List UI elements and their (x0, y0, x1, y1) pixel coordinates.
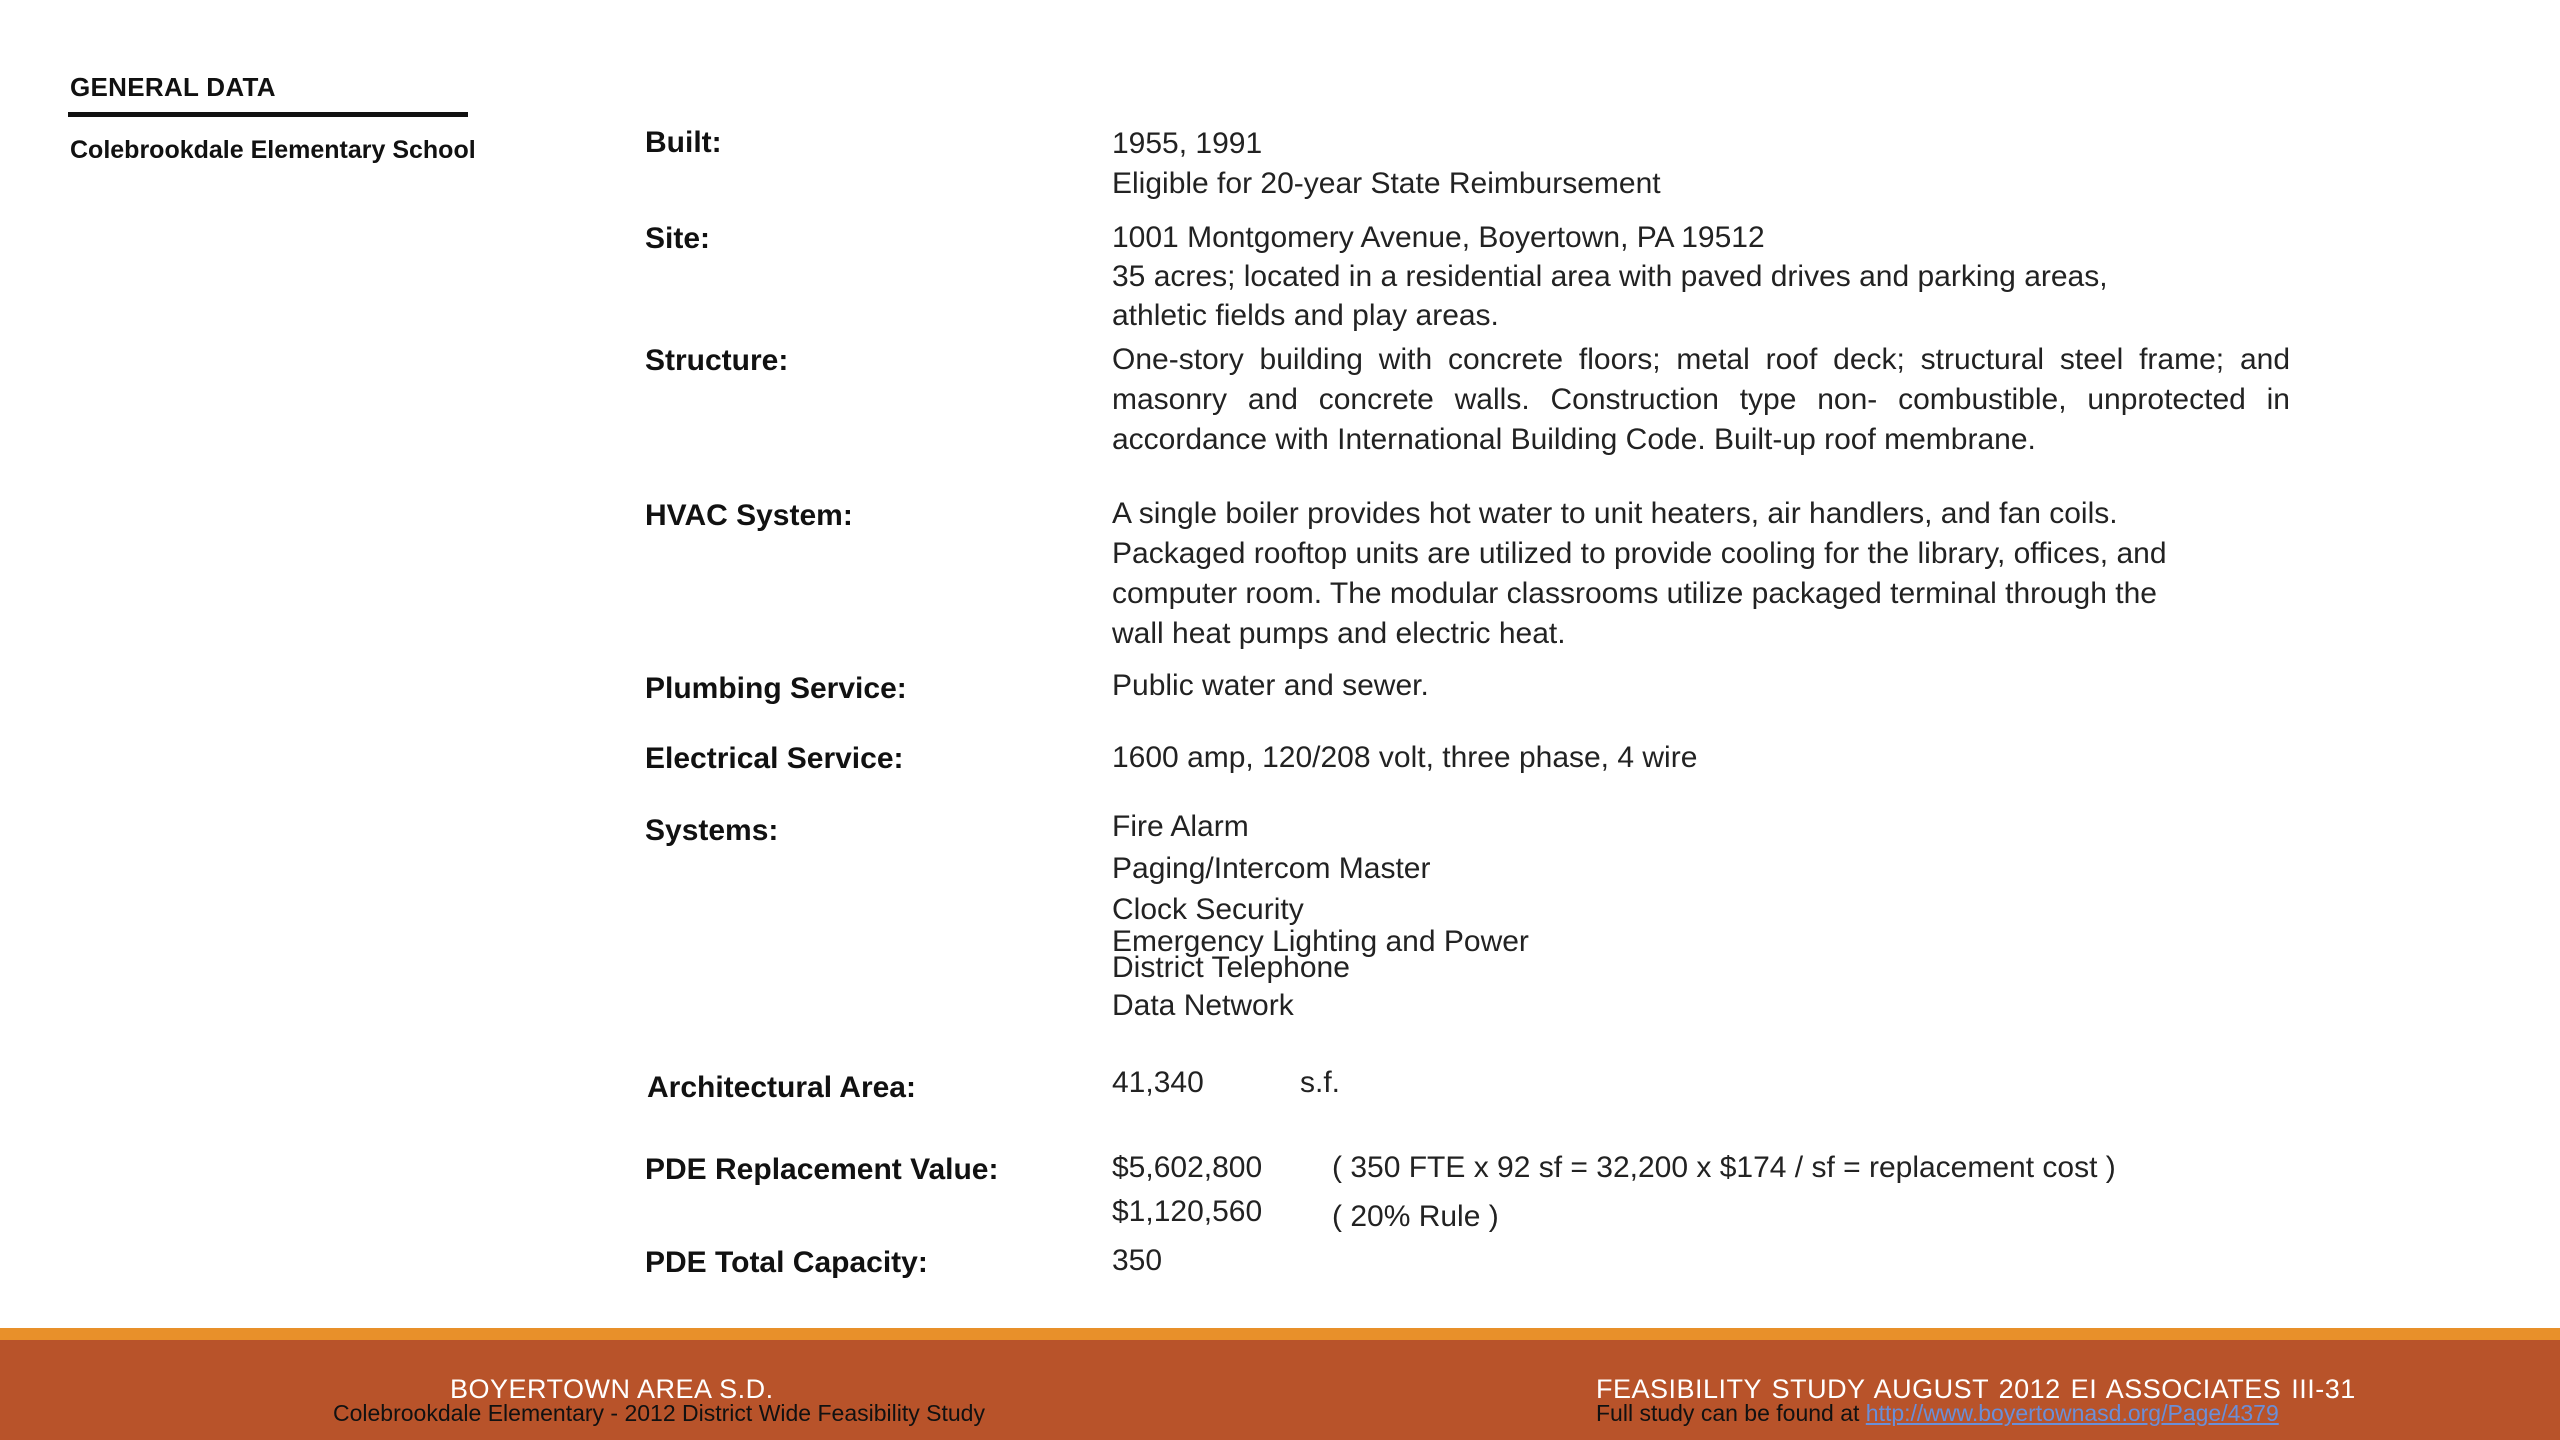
plumbing-label: Plumbing Service: (645, 672, 907, 705)
systems-item: Clock Security (1112, 893, 1304, 926)
systems-item: Paging/Intercom Master (1112, 852, 1431, 885)
pde-twenty-percent-note: ( 20% Rule ) (1332, 1200, 1499, 1233)
section-heading-rule (68, 112, 468, 117)
systems-item: Data Network (1112, 989, 1294, 1022)
systems-item: Emergency Lighting and Power (1112, 925, 1529, 958)
systems-label: Systems: (645, 814, 779, 847)
electrical-value: 1600 amp, 120/208 volt, three phase, 4 wire (1112, 741, 1698, 774)
site-description-2: athletic fields and play areas. (1112, 299, 1499, 332)
hvac-line-1: A single boiler provides hot water to unit heaters, air handlers, and fan coils. (1112, 497, 2118, 530)
systems-item: Fire Alarm (1112, 810, 1249, 843)
hvac-label: HVAC System: (645, 499, 853, 532)
footer-study-info: FEASIBILITY STUDY AUGUST 2012 EI ASSOCIATES III-31 (1596, 1374, 2356, 1404)
built-reimbursement: Eligible for 20-year State Reimbursement (1112, 167, 1661, 200)
arch-area-label: Architectural Area: (647, 1071, 916, 1104)
school-name: Colebrookdale Elementary School (70, 136, 476, 164)
pde-replacement-value: $5,602,800 (1112, 1151, 1263, 1184)
plumbing-value: Public water and sewer. (1112, 669, 1429, 702)
pde-twenty-percent-value: $1,120,560 (1112, 1195, 1263, 1228)
footer-study-link-line (1596, 1400, 2279, 1427)
built-value (1112, 124, 1661, 204)
site-address: 1001 Montgomery Avenue, Boyertown, PA 19512 (1112, 221, 1765, 254)
electrical-label: Electrical Service: (645, 742, 904, 775)
pde-capacity-label: PDE Total Capacity: (645, 1246, 928, 1279)
hvac-value (1112, 494, 2167, 654)
footer-study-link[interactable]: http://www.boyertownasd.org/Page/4379 (1865, 1400, 2279, 1426)
site-label: Site: (645, 222, 711, 255)
footer-study-subtitle: Colebrookdale Elementary - 2012 District Wide Feasibility Study (333, 1400, 985, 1426)
hvac-line-3: computer room. The modular classrooms utilize packaged terminal through the (1112, 577, 2157, 610)
arch-area-unit: s.f. (1300, 1066, 1341, 1099)
footer-accent-stripe (0, 1328, 2560, 1340)
structure-label: Structure: (645, 344, 789, 377)
structure-value: One-story building with concrete floors; metal roof deck; structural steel frame; and masonry and concrete walls. Construction type non- combustible, unprotected in accordance with International Building Code. Built-up roof membrane. (1112, 343, 2290, 456)
built-years: 1955, 1991 (1112, 127, 1263, 160)
section-heading: GENERAL DATA (70, 72, 276, 102)
footer-link-prefix: Full study can be found at (1596, 1400, 1866, 1426)
site-description-1: 35 acres; located in a residential area with paved drives and parking areas, (1112, 260, 2108, 293)
pde-capacity-value: 350 (1112, 1244, 1163, 1277)
footer-district-name: BOYERTOWN AREA S.D. (450, 1374, 774, 1404)
hvac-line-4: wall heat pumps and electric heat. (1112, 617, 1566, 650)
arch-area-value: 41,340 (1112, 1066, 1204, 1099)
built-label: Built: (645, 126, 722, 159)
systems-item: District Telephone (1112, 951, 1350, 984)
pde-replacement-note: ( 350 FTE x 92 sf = 32,200 x $174 / sf = replacement cost ) (1332, 1151, 2116, 1184)
hvac-line-2: Packaged rooftop units are utilized to provide cooling for the library, offices, and (1112, 537, 2167, 570)
pde-replacement-label: PDE Replacement Value: (645, 1153, 999, 1186)
site-value (1112, 218, 2108, 335)
